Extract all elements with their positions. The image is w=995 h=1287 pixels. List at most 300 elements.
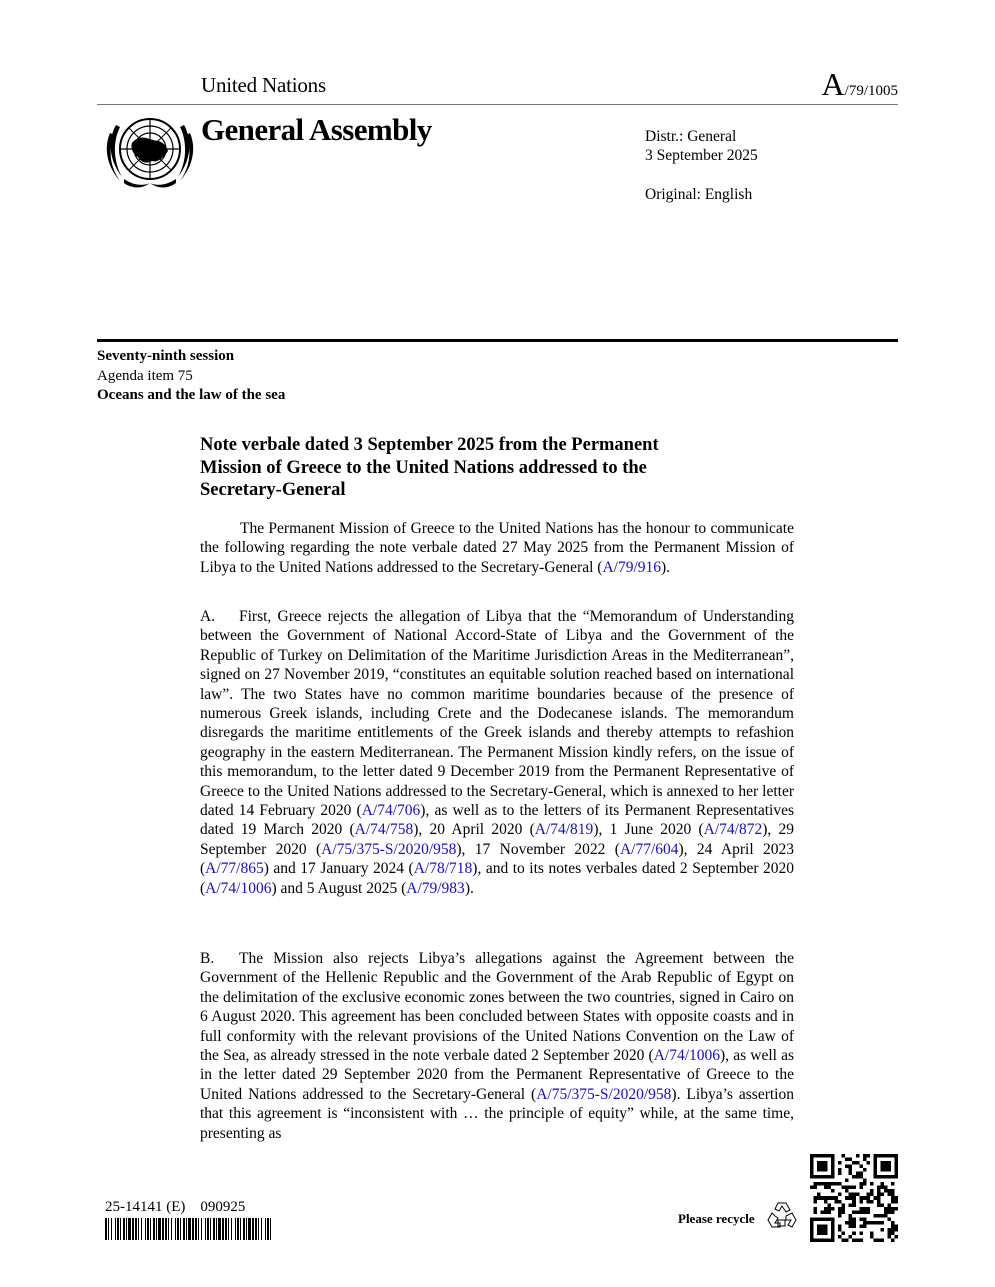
qr-module (863, 1221, 867, 1225)
qr-module (877, 1200, 881, 1204)
qr-module (870, 1189, 874, 1193)
barcode-bar (198, 1218, 199, 1240)
qr-module (849, 1165, 853, 1169)
barcode-bar (270, 1218, 271, 1240)
qr-module (891, 1189, 895, 1193)
qr-module (824, 1210, 828, 1214)
barcode-bar (261, 1218, 262, 1240)
qr-module (866, 1210, 870, 1214)
barcode-bar (145, 1218, 146, 1240)
qr-module (842, 1231, 846, 1235)
qr-module (859, 1175, 863, 1179)
qr-module (887, 1228, 891, 1232)
qr-module (859, 1207, 863, 1211)
qr-module (828, 1210, 832, 1214)
qr-module (845, 1189, 849, 1193)
paragraph-text: The Permanent Mission of Greece to the United Nations has the honour to communicate the following regarding the note verbale dated 27 May 2025 from the Permanent Mission of Libya to the United Nations addressed to the Secretary-General ( (200, 520, 794, 576)
document-title (200, 434, 760, 502)
barcode-bar (265, 1218, 266, 1240)
barcode-bar (207, 1218, 209, 1240)
qr-module (824, 1200, 828, 1204)
barcode-bar (183, 1218, 185, 1240)
qr-module (859, 1217, 863, 1221)
barcode-bar (111, 1218, 112, 1240)
barcode-bar (248, 1218, 251, 1240)
session-block (97, 347, 285, 406)
qr-module (856, 1238, 860, 1242)
distribution-block (645, 127, 758, 204)
agenda-item: Agenda item 75 (97, 367, 193, 384)
qr-module (838, 1214, 842, 1218)
paragraph-text: ). Libya’s assertion that this agreement is “inconsistent with … the principle of equity” while, at the same time, presenting as (200, 1085, 794, 1142)
qr-module (849, 1172, 853, 1176)
qr-module (877, 1186, 881, 1190)
qr-module (859, 1172, 863, 1176)
qr-module (884, 1210, 888, 1214)
barcode-bar (171, 1218, 172, 1240)
qr-module (849, 1235, 853, 1239)
qr-module (835, 1182, 839, 1186)
qr-module (859, 1186, 863, 1190)
qr-module (852, 1161, 856, 1165)
section-b-paragraph (200, 949, 794, 1143)
qr-module (870, 1193, 874, 1197)
qr-module (838, 1210, 842, 1214)
barcode-bar (120, 1218, 121, 1240)
qr-module (842, 1210, 846, 1214)
qr-module (842, 1207, 846, 1211)
qr-module (863, 1207, 867, 1211)
barcode-bar (252, 1218, 254, 1240)
barcode-icon (105, 1218, 271, 1240)
qr-module (852, 1231, 856, 1235)
qr-module (824, 1186, 828, 1190)
qr-module (856, 1210, 860, 1214)
paragraph-text: ), 24 April 2023 ( (200, 840, 794, 878)
qr-module (891, 1238, 895, 1242)
qr-module (845, 1196, 849, 1200)
qr-module (828, 1182, 832, 1186)
qr-module (884, 1189, 888, 1193)
barcode-bar (258, 1218, 259, 1240)
paragraph-text: ). (661, 558, 671, 576)
qr-module (842, 1186, 846, 1190)
qr-module (863, 1217, 867, 1221)
un-emblem-icon (102, 113, 198, 193)
qr-module (814, 1196, 818, 1200)
qr-module (842, 1238, 846, 1242)
document-link[interactable]: A/74/706 (361, 802, 421, 820)
qr-module (852, 1221, 856, 1225)
barcode-bar (150, 1218, 151, 1240)
qr-module (880, 1161, 891, 1172)
qr-module (814, 1200, 818, 1204)
section-rule (97, 339, 898, 342)
qr-module (863, 1158, 867, 1162)
qr-module (863, 1179, 867, 1183)
qr-module (821, 1210, 825, 1214)
qr-module (877, 1193, 881, 1197)
qr-module (873, 1196, 877, 1200)
paragraph-text: ), 29 September 2020 ( (200, 821, 794, 858)
barcode-bar (153, 1218, 155, 1240)
qr-module (887, 1203, 891, 1207)
qr-module (838, 1193, 842, 1197)
qr-module (877, 1189, 881, 1193)
barcode-bar (228, 1218, 229, 1240)
symbol-number: /79/1005 (844, 83, 898, 99)
paragraph-label: A. (200, 608, 216, 625)
qr-module (849, 1214, 853, 1218)
barcode-bar (165, 1218, 167, 1240)
qr-module (817, 1196, 821, 1200)
paragraph-text: ), 20 April 2020 ( (413, 821, 535, 839)
qr-module (838, 1224, 842, 1228)
paragraph-text: First, Greece rejects the allegation of Libya that the “Memorandum of Understanding between the Government of National Accord-State of Libya and the Government of the Republic of Turkey on Delimitation of the Maritime Jurisdiction Areas in the Mediterranean”, signed on 27 November 2019, “constitutes an equitable solution reached based on international law”. The two States have no common maritime boundaries because of the presence of numerous Greek islands, including Crete and the Dodecanese islands. The memorandum disregards the maritime entitlements of the Greek islands and thereby attempts to refashion geography in the eastern Mediterranean. The Permanent Mission kindly refers, on the issue of this memorandum, to the letter dated 9 December 2019 from the Permanent Representative of Greece to the United Nations addressed to the Secretary-General, which is annexed to her letter dated 14 February 2020 ( (200, 608, 794, 820)
qr-module (810, 1186, 814, 1190)
barcode-bar (105, 1218, 107, 1240)
original-language: Original: English (645, 186, 753, 203)
paragraph-text: ), as well as to the letters of its Permanent Representatives dated 19 March 2020 ( (200, 802, 794, 839)
agenda-title: Oceans and the law of the sea (97, 387, 286, 403)
qr-module (824, 1196, 828, 1200)
issue-date: 3 September 2025 (645, 147, 758, 164)
document-link[interactable]: A/74/819 (534, 821, 594, 839)
qr-module (891, 1196, 895, 1200)
qr-module (887, 1231, 891, 1235)
qr-module (891, 1210, 895, 1214)
qr-module (838, 1228, 842, 1232)
document-link[interactable]: A/75/375-S/2020/958 (536, 1085, 672, 1103)
qr-module (821, 1182, 825, 1186)
paragraph-text: ). (464, 879, 474, 897)
intro-paragraph (200, 519, 794, 577)
qr-module (852, 1196, 856, 1200)
distribution-label: Distr.: General (645, 128, 737, 145)
qr-module (859, 1196, 863, 1200)
qr-module (838, 1172, 842, 1176)
recycle-label: Please recycle (678, 1211, 755, 1226)
paragraph-text: The Mission also rejects Libya’s allegations against the Agreement between the Government of the Hellenic Republic and the Government of the Arab Republic of Egypt on the delimitation of the exclusive economic zones between the two countries, signed in Cairo on 6 August 2020. This agreement has been concluded between States with opposite coasts and in full conformity with the relevant provisions of the United Nations Convention on the Law of the Sea, as already stressed in the note verbale dated 2 September 2020 ( (200, 950, 794, 1065)
barcode-bar (222, 1218, 224, 1240)
paragraph-text: ), 17 November 2022 ( (456, 840, 620, 858)
document-link[interactable]: A/74/1006 (653, 1047, 721, 1065)
document-link[interactable]: A/77/865 (205, 860, 264, 878)
qr-module (842, 1154, 846, 1158)
document-link[interactable]: A/77/604 (619, 840, 679, 858)
barcode-bar (188, 1218, 191, 1240)
barcode-bar (132, 1218, 134, 1240)
symbol-letter: A (821, 66, 845, 102)
qr-module (849, 1168, 853, 1172)
qr-module (894, 1228, 898, 1232)
document-link[interactable]: A/78/718 (413, 860, 473, 878)
qr-module (870, 1231, 874, 1235)
qr-module (863, 1182, 867, 1186)
qr-module (863, 1196, 867, 1200)
qr-module (849, 1158, 853, 1162)
qr-module (887, 1189, 891, 1193)
qr-module (877, 1203, 881, 1207)
qr-module (894, 1196, 898, 1200)
qr-module (891, 1224, 895, 1228)
qr-module (891, 1231, 895, 1235)
barcode-bar (240, 1218, 241, 1240)
document-link[interactable]: A/74/1006 (205, 879, 272, 897)
qr-module (845, 1158, 849, 1162)
qr-module (887, 1207, 891, 1211)
qr-module (873, 1214, 877, 1218)
qr-module (828, 1186, 832, 1190)
qr-module (859, 1200, 863, 1204)
qr-module (821, 1196, 825, 1200)
barcode-bar (180, 1218, 181, 1240)
qr-module (866, 1193, 870, 1197)
qr-module (884, 1186, 888, 1190)
qr-module (880, 1238, 884, 1242)
qr-module (859, 1210, 863, 1214)
qr-module (814, 1207, 818, 1211)
qr-module (828, 1196, 832, 1200)
qr-module (838, 1161, 842, 1165)
qr-module (845, 1221, 849, 1225)
organization-name: United Nations (201, 73, 326, 97)
barcode-bar (126, 1218, 127, 1240)
document-link[interactable]: A/74/758 (354, 821, 414, 839)
qr-module (824, 1207, 828, 1211)
qr-module (873, 1221, 877, 1225)
qr-module (884, 1214, 888, 1218)
qr-module (856, 1193, 860, 1197)
qr-module (859, 1182, 863, 1186)
barcode-bar (162, 1218, 164, 1240)
section-a-paragraph (200, 607, 794, 898)
qr-module (859, 1224, 863, 1228)
qr-module (863, 1168, 867, 1172)
barcode-bar (141, 1218, 142, 1240)
qr-module (838, 1182, 842, 1186)
qr-module (891, 1207, 895, 1211)
qr-module (863, 1224, 867, 1228)
barcode-bar (225, 1218, 227, 1240)
title-line: Note verbale dated 3 September 2025 from the Permanent (200, 435, 659, 455)
qr-module (849, 1203, 853, 1207)
qr-module (814, 1182, 818, 1186)
barcode-bar (138, 1218, 139, 1240)
session-name: Seventy-ninth session (97, 348, 235, 364)
qr-module (880, 1182, 884, 1186)
qr-module (852, 1193, 856, 1197)
barcode-bar (156, 1218, 157, 1240)
document-symbol (822, 66, 898, 103)
qr-module (856, 1161, 860, 1165)
qr-module (849, 1196, 853, 1200)
qr-module (824, 1182, 828, 1186)
qr-module (866, 1221, 870, 1225)
qr-module (894, 1235, 898, 1239)
qr-module (852, 1200, 856, 1204)
paragraph-text: ) and 17 January 2024 ( (263, 860, 414, 878)
barcode-bar (123, 1218, 125, 1240)
paragraph-text: ) and 5 August 2025 ( (271, 879, 407, 897)
qr-module (814, 1210, 818, 1214)
qr-module (845, 1238, 849, 1242)
qr-module (828, 1203, 832, 1207)
qr-module (856, 1154, 860, 1158)
qr-module (831, 1189, 835, 1193)
qr-module (894, 1207, 898, 1211)
barcode-bar (175, 1218, 176, 1240)
qr-module (891, 1182, 895, 1186)
paragraph-text: ), and to its notes verbales dated 2 September 2020 ( (200, 860, 794, 897)
barcode-bar (115, 1218, 116, 1240)
barcode-bar (117, 1218, 119, 1240)
title-line: Mission of Greece to the United Nations addressed to the (200, 457, 647, 478)
title-line: Secretary-General (200, 480, 346, 500)
barcode-bar (231, 1218, 232, 1240)
qr-module (887, 1210, 891, 1214)
document-link[interactable]: A/79/916 (602, 558, 661, 576)
qr-module (891, 1193, 895, 1197)
paragraph-label: B. (200, 950, 215, 967)
barcode-bar (177, 1218, 179, 1240)
qr-module (866, 1154, 870, 1158)
qr-module (828, 1207, 832, 1211)
qr-module (852, 1210, 856, 1214)
qr-module (887, 1217, 891, 1221)
qr-module (838, 1200, 842, 1204)
organ-title: General Assembly (201, 112, 432, 147)
qr-module (835, 1196, 839, 1200)
qr-module (852, 1238, 856, 1242)
job-number: 25-14141 (E) 090925 (105, 1199, 246, 1215)
qr-module (856, 1175, 860, 1179)
qr-module (814, 1186, 818, 1190)
qr-module (838, 1168, 842, 1172)
barcode-bar (192, 1218, 194, 1240)
barcode-bar (201, 1218, 202, 1240)
qr-module (891, 1221, 895, 1225)
qr-module (887, 1235, 891, 1239)
qr-module (877, 1196, 881, 1200)
qr-module (870, 1182, 874, 1186)
qr-module (838, 1235, 842, 1239)
barcode-bar (195, 1218, 197, 1240)
barcode-bar (216, 1218, 217, 1240)
recycle-icon (766, 1199, 798, 1231)
qr-module (845, 1165, 849, 1169)
qr-module (870, 1200, 874, 1204)
paragraph-text: ), as well as in the letter dated 29 September 2020 from the Permanent Representative of Greece to the United Nations addressed to the Secretary-General ( (200, 1047, 794, 1103)
qr-module (870, 1235, 874, 1239)
qr-module (880, 1203, 884, 1207)
qr-module (831, 1207, 835, 1211)
qr-module (880, 1228, 884, 1232)
qr-module (835, 1200, 839, 1204)
barcode-bar (147, 1218, 149, 1240)
qr-module (894, 1224, 898, 1228)
qr-module (852, 1217, 856, 1221)
qr-module (831, 1196, 835, 1200)
qr-module (817, 1182, 821, 1186)
qr-module (849, 1221, 853, 1225)
qr-module (866, 1161, 870, 1165)
barcode-bar (168, 1218, 169, 1240)
qr-module (891, 1200, 895, 1204)
qr-module (880, 1214, 884, 1218)
qr-module (838, 1207, 842, 1211)
qr-module (880, 1186, 884, 1190)
barcode-bar (246, 1218, 247, 1240)
qr-module (880, 1221, 884, 1225)
qr-module (817, 1161, 828, 1172)
qr-module (852, 1203, 856, 1207)
qr-module (845, 1179, 849, 1183)
barcode-bar (186, 1218, 187, 1240)
qr-module (880, 1193, 884, 1197)
qr-module (849, 1193, 853, 1197)
qr-module (849, 1224, 853, 1228)
qr-module (856, 1172, 860, 1176)
qr-module (894, 1200, 898, 1204)
document-link[interactable]: A/75/375-S/2020/958 (321, 840, 457, 858)
qr-module (873, 1238, 877, 1242)
qr-module (859, 1165, 863, 1169)
document-link[interactable]: A/74/872 (703, 821, 763, 839)
qr-module (849, 1217, 853, 1221)
barcode-bar (210, 1218, 211, 1240)
qr-module (863, 1154, 867, 1158)
barcode-bar (108, 1218, 109, 1240)
qr-module (887, 1193, 891, 1197)
qr-module (866, 1207, 870, 1211)
qr-module (817, 1193, 821, 1197)
barcode-bar (205, 1218, 206, 1240)
qr-module (877, 1214, 881, 1218)
qr-module (849, 1186, 853, 1190)
barcode-bar (237, 1218, 239, 1240)
barcode-bar (243, 1218, 245, 1240)
qr-module (866, 1200, 870, 1204)
qr-module (863, 1210, 867, 1214)
barcode-bar (128, 1218, 131, 1240)
qr-module (877, 1221, 881, 1225)
qr-module (852, 1175, 856, 1179)
barcode-bar (158, 1218, 161, 1240)
barcode-bar (218, 1218, 221, 1240)
qr-module (877, 1238, 881, 1242)
barcode-bar (255, 1218, 257, 1240)
barcode-bar (213, 1218, 215, 1240)
qr-code-icon (810, 1154, 898, 1242)
qr-module (817, 1224, 828, 1235)
qr-module (859, 1238, 863, 1242)
paragraph-text: ), 1 June 2020 ( (593, 821, 704, 839)
qr-module (859, 1231, 863, 1235)
barcode-bar (267, 1218, 269, 1240)
qr-module (866, 1196, 870, 1200)
barcode-bar (135, 1218, 137, 1240)
document-link[interactable]: A/79/983 (406, 879, 465, 897)
qr-module (831, 1182, 835, 1186)
qr-module (842, 1203, 846, 1207)
qr-module (870, 1221, 874, 1225)
header-rule (97, 104, 898, 105)
qr-module (891, 1228, 895, 1232)
qr-module (845, 1186, 849, 1190)
qr-module (852, 1186, 856, 1190)
barcode-bar (235, 1218, 236, 1240)
